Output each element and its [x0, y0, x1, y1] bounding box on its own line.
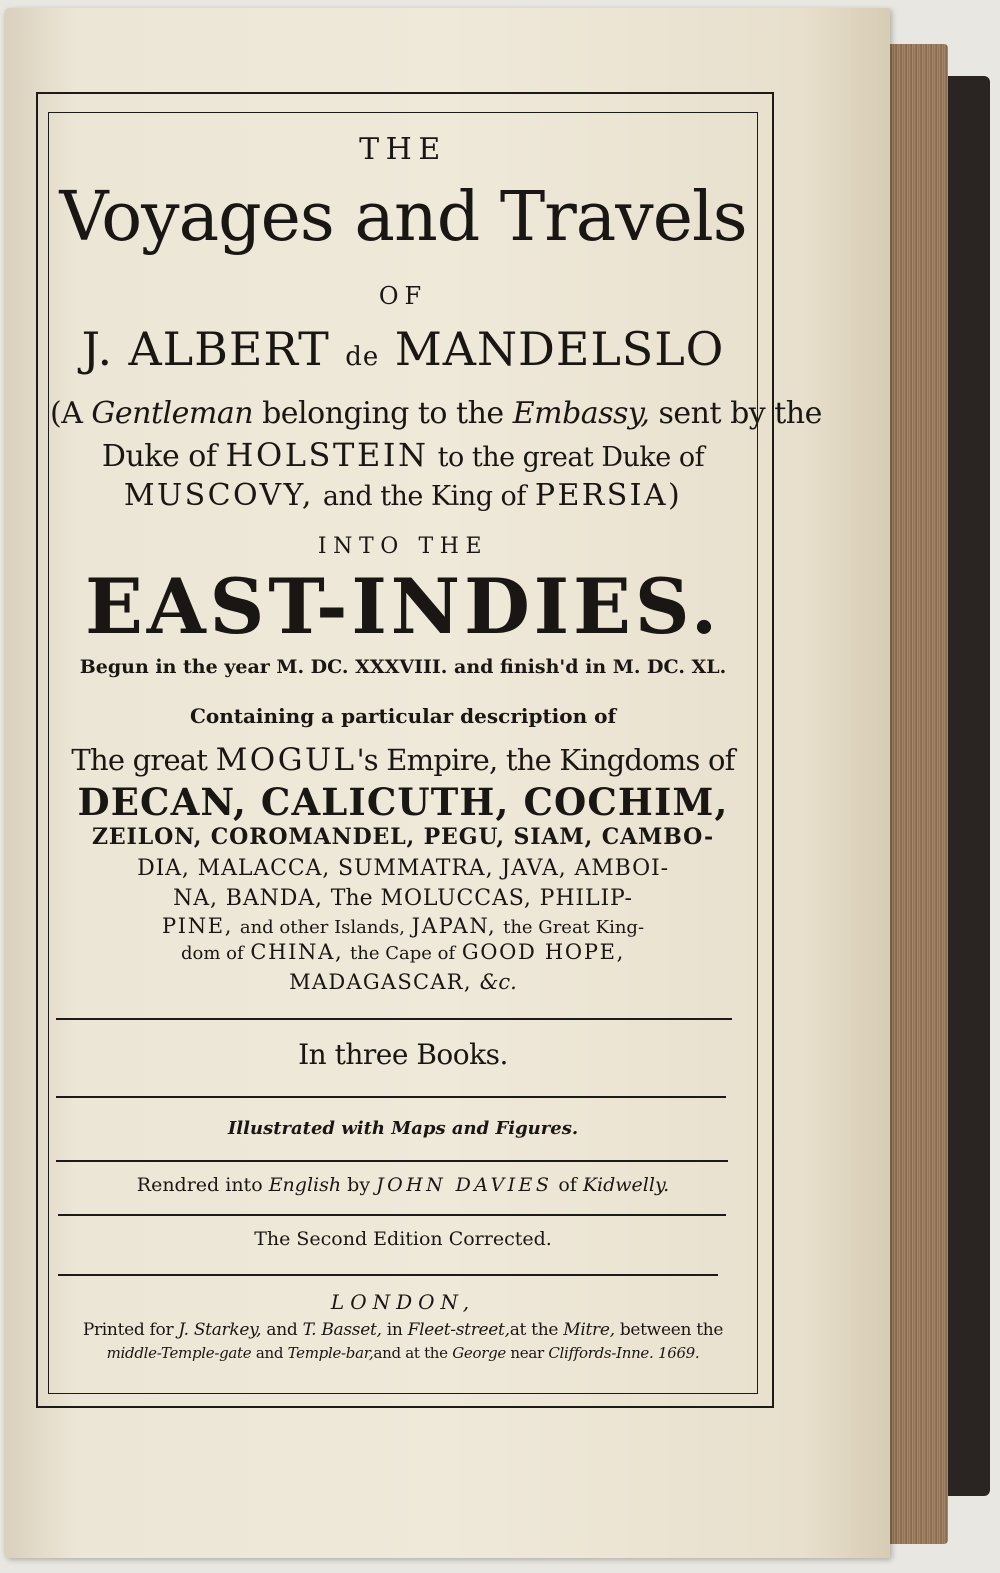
contents-line-7 [50, 940, 756, 964]
contents-text: The [330, 886, 373, 911]
imprint-italic: Cliffords-Inne. [548, 1344, 654, 1362]
imprint-line-1 [50, 1320, 756, 1340]
imprint-italic: George [452, 1344, 506, 1362]
rule-3 [56, 1160, 728, 1162]
contents-caps: MOGUL [215, 742, 357, 778]
imprint-italic: Fleet-street, [407, 1320, 510, 1340]
east-indies-title: EAST-INDIES. [85, 562, 721, 651]
books-line: In three Books. [298, 1038, 508, 1071]
contents-caps: PINE, [161, 914, 234, 938]
imprint-city: LONDON, [330, 1290, 476, 1314]
contents-caps: JAPAN, [411, 914, 497, 938]
imprint-text: at the [509, 1320, 559, 1340]
subtitle-caps: HOLSTEIN [225, 436, 429, 474]
contents-text: &c. [479, 970, 517, 994]
contents-caps: GOOD HOPE, [461, 940, 625, 964]
contents-caps: NA, BANDA, [173, 886, 323, 911]
illustrated-line: Illustrated with Maps and Figures. [227, 1118, 579, 1139]
subtitle-text: (A [50, 396, 83, 431]
dates-year: M. DC. XL. [612, 656, 727, 678]
rule-2 [56, 1096, 726, 1098]
contents-text: the Great King- [503, 917, 645, 938]
imprint-text: in [386, 1320, 403, 1340]
translator-italic: English [268, 1174, 342, 1196]
rule-5 [58, 1274, 718, 1276]
dates-year: M. DC. XXXVIII. [276, 656, 448, 678]
subtitle-text: to the great Duke of [437, 442, 705, 473]
imprint-italic: T. Basset, [302, 1320, 382, 1340]
contents-caps: MADAGASCAR, [289, 970, 472, 994]
subtitle-text: and the King of [322, 481, 526, 512]
subtitle-text: Duke of [101, 439, 217, 474]
subtitle-italic: Gentleman [91, 396, 254, 431]
rule-1 [56, 1018, 732, 1020]
author-first: J. ALBERT [81, 322, 330, 376]
contents-text: The great [71, 743, 208, 777]
imprint-year: 1669. [657, 1344, 700, 1362]
dates-text: and finish'd in [454, 656, 607, 678]
author-name [50, 322, 756, 376]
imprint-text: near [510, 1344, 544, 1362]
contents-text: the Cape of [350, 943, 456, 964]
subtitle-line-3 [50, 478, 756, 513]
title-of: OF [378, 282, 428, 310]
imprint-line-2 [50, 1344, 756, 1362]
subtitle-line-1 [50, 396, 822, 431]
translator-text: of [558, 1174, 577, 1196]
edition-line: The Second Edition Corrected. [254, 1228, 552, 1250]
translator-italic: Kidwelly. [582, 1174, 670, 1196]
imprint-italic: J. Starkey, [178, 1320, 262, 1340]
rule-4 [58, 1214, 726, 1216]
contents-caps: CHINA, [250, 940, 344, 964]
contents-line-4: DIA, MALACCA, SUMMATRA, JAVA, AMBOI- [137, 856, 669, 881]
contents-line-8 [50, 970, 756, 994]
contents-intro: Containing a particular description of [189, 704, 617, 728]
dates-line [50, 656, 756, 678]
contents-caps: MOLUCCAS, PHILIP- [380, 886, 633, 911]
contents-line-5 [50, 886, 756, 911]
title-main: Voyages and Travels [59, 178, 747, 257]
imprint-text: and [255, 1344, 284, 1362]
translator-text: by [347, 1174, 371, 1196]
imprint-text: between the [619, 1320, 724, 1340]
imprint-italic: middle-Temple-gate [106, 1344, 252, 1362]
contents-text: and other Islands, [239, 917, 405, 938]
translator-text: Rendred into [136, 1174, 263, 1196]
subtitle-line-2 [50, 436, 756, 474]
contents-text: dom of [181, 943, 244, 964]
author-de: de [345, 342, 380, 372]
translator-line [50, 1174, 756, 1196]
subtitle-italic: Embassy, [512, 396, 650, 431]
imprint-text: Printed for [82, 1320, 174, 1340]
subtitle-caps: MUSCOVY, [123, 478, 314, 513]
contents-line-3: ZEILON, COROMANDEL, PEGU, SIAM, CAMBO- [91, 824, 715, 850]
translator-name: JOHN DAVIES [376, 1174, 553, 1196]
into-the: INTO THE [317, 534, 489, 559]
author-last: MANDELSLO [394, 322, 725, 376]
imprint-text: and [266, 1320, 298, 1340]
imprint-text: and at the [373, 1344, 448, 1362]
contents-text: 's Empire, the Kingdoms of [356, 743, 735, 777]
subtitle-text: sent by the [658, 396, 822, 431]
contents-line-1 [50, 742, 756, 778]
imprint-italic: Temple-bar, [287, 1344, 374, 1362]
title-the: THE [359, 132, 447, 167]
contents-line-2: DECAN, CALICUTH, COCHIM, [77, 780, 729, 824]
dates-text: Begun in the year [79, 656, 270, 678]
contents-line-6 [50, 914, 756, 938]
subtitle-caps: PERSIA) [534, 478, 683, 513]
imprint-italic: Mitre, [563, 1320, 615, 1340]
subtitle-text: belonging to the [262, 396, 504, 431]
